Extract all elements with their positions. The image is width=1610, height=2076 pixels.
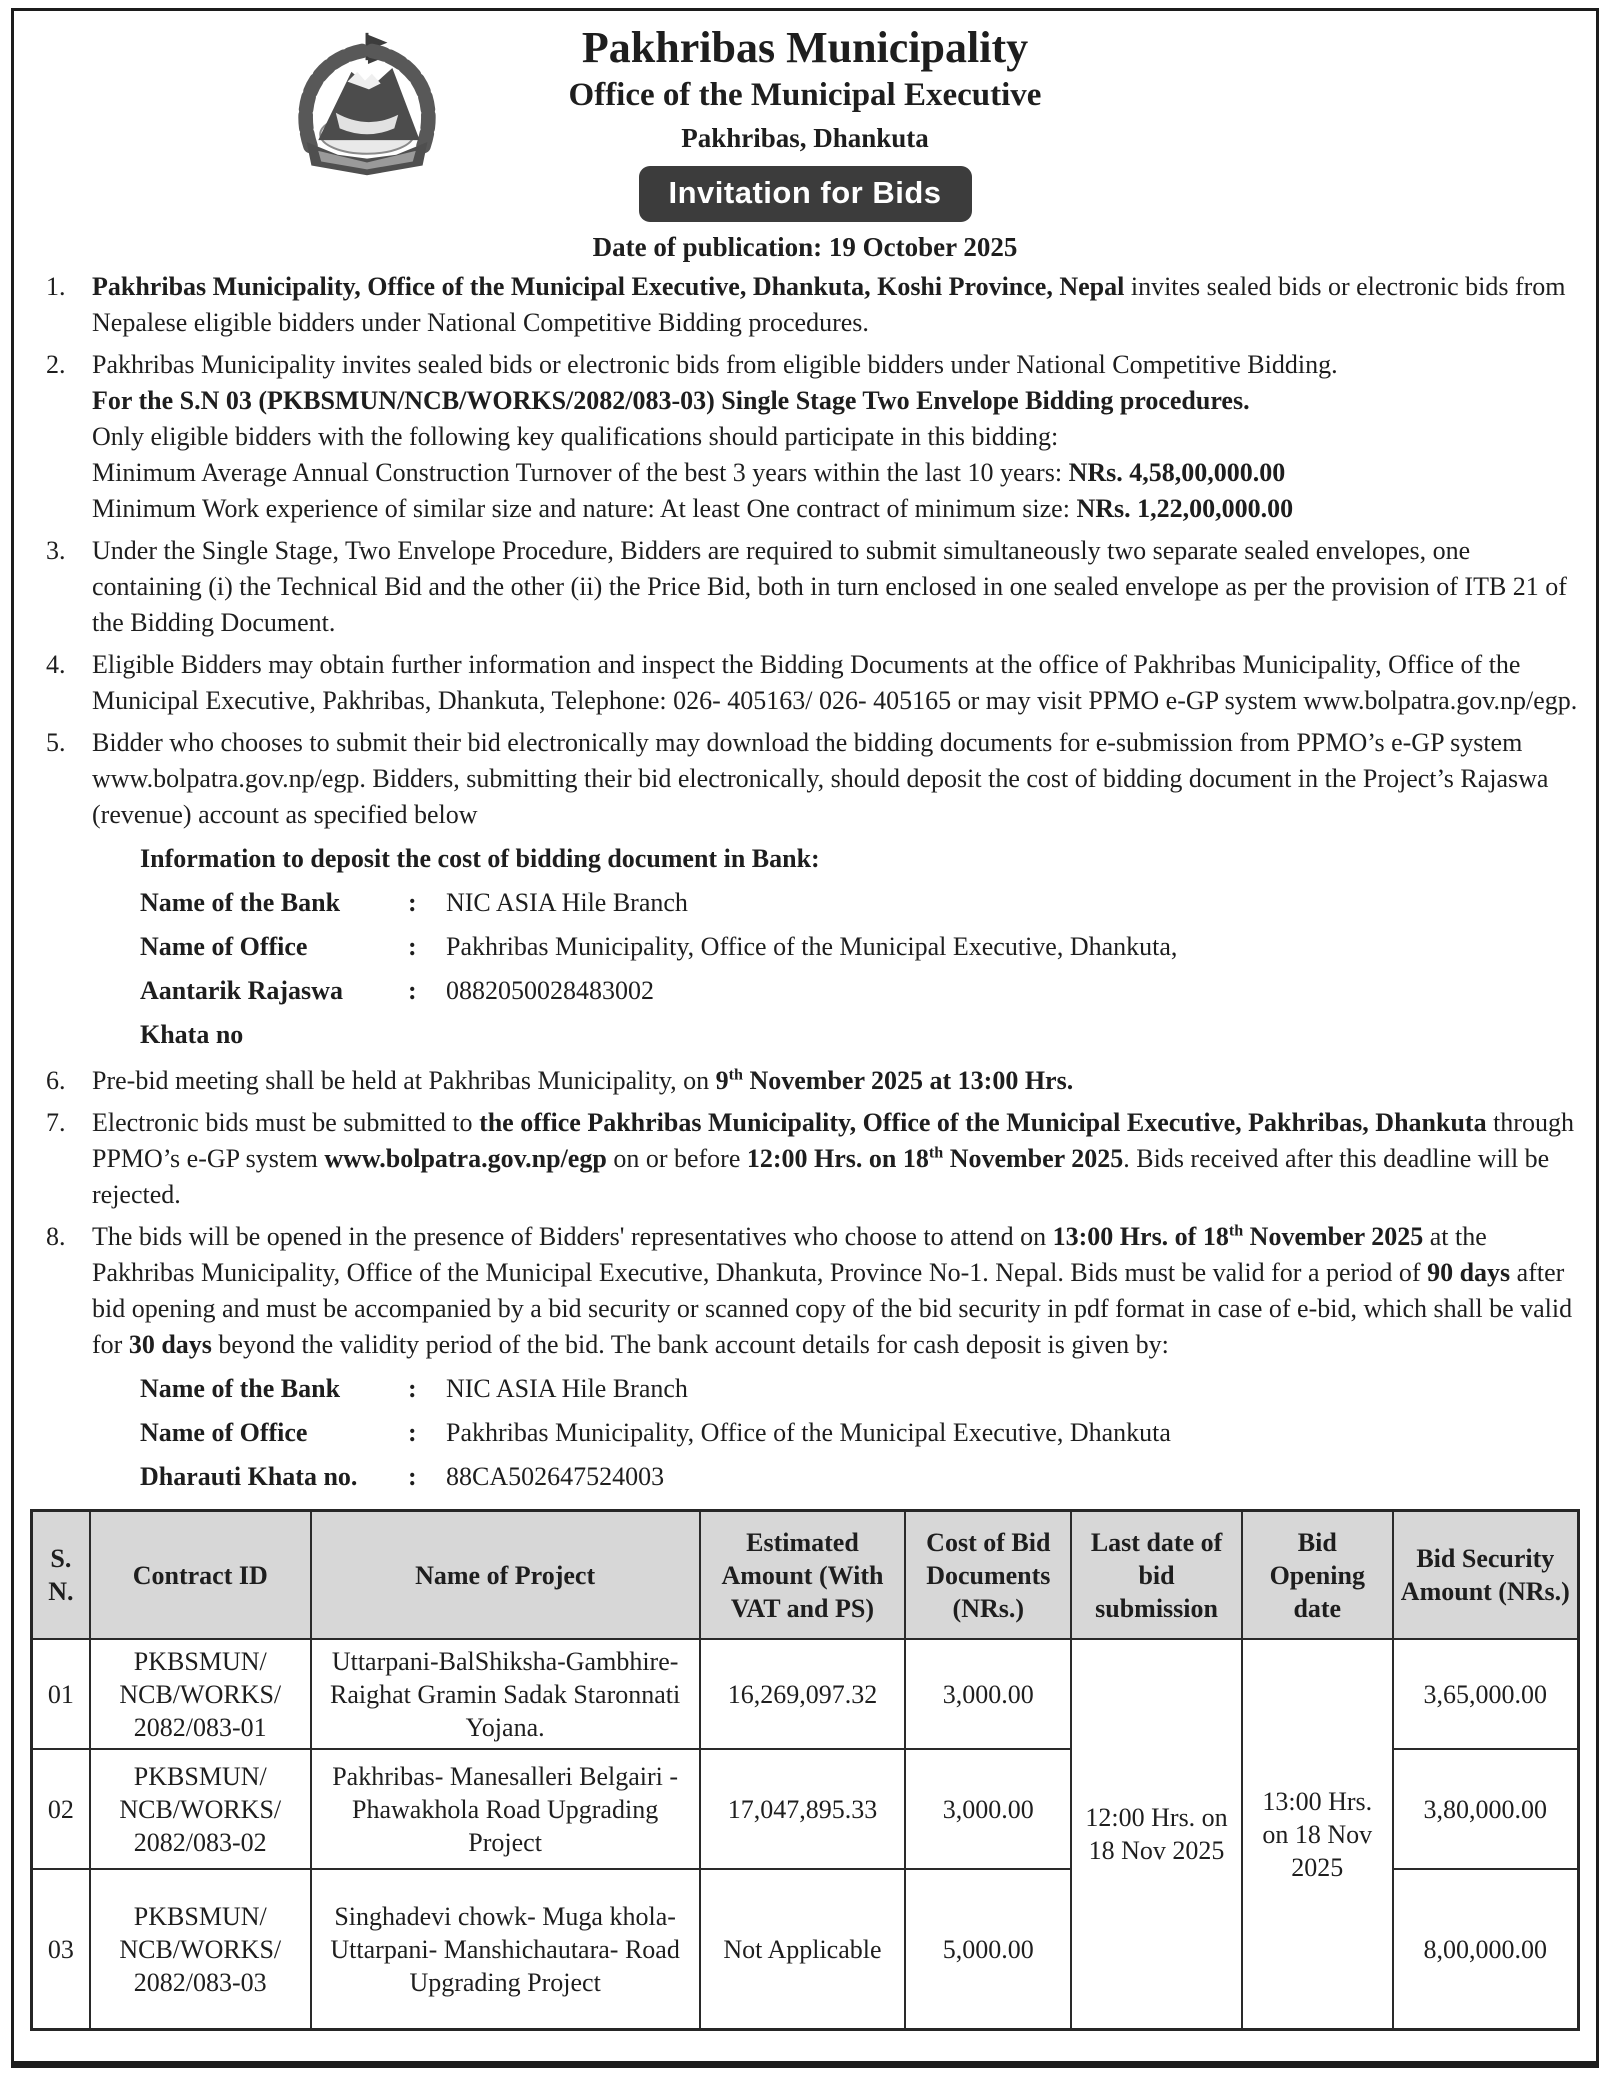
header-contract-id: Contract ID: [90, 1511, 311, 1640]
cell-bid-security: 3,65,000.00: [1393, 1639, 1579, 1749]
notice-paragraph: Electronic bids must be submitted to the office Pakhribas Municipality, Office of the Municipal Executive, Pakhribas, Dhankuta through PPMO’s e-GP system www.bolpatra.gov.np/egp on or before 12:00 Hrs. on 18th November 2025. Bids received after this deadline will be rejected.: [92, 1108, 1574, 1210]
bank-row-value: NIC ASIA Hile Branch: [446, 888, 688, 918]
cell-bid-security: 3,80,000.00: [1393, 1749, 1579, 1869]
cell-cost: 5,000.00: [905, 1869, 1071, 2030]
bank-row-colon: :: [408, 976, 417, 1006]
notice-text: [92, 269, 1580, 341]
bank-row-value: NIC ASIA Hile Branch: [446, 1374, 688, 1404]
bank-row-bank-name: [140, 881, 1580, 925]
cell-contract-id: PKBSMUN/ NCB/WORKS/ 2082/083-02: [90, 1749, 311, 1869]
notice-paragraph: Pakhribas Municipality invites sealed bids or electronic bids from eligible bidders under National Competitive Bidding.: [92, 350, 1338, 380]
document-header: [30, 23, 1580, 263]
bank-info-block-2: [140, 1367, 1580, 1499]
bank-row-label: Name of Office: [140, 932, 308, 962]
bank-row-value: 88CA502647524003: [446, 1462, 665, 1492]
notice-paragraph: Minimum Work experience of similar size and nature: At least One contract of minimum size: NRs. 1,22,00,000.00: [92, 494, 1294, 524]
badge-wrapper: [30, 166, 1580, 222]
location-line: Pakhribas, Dhankuta: [681, 122, 929, 153]
notice-paragraph: For the S.N 03 (PKBSMUN/NCB/WORKS/2082/083-03) Single Stage Two Envelope Bidding procedures.: [92, 386, 1250, 416]
bank-row-label: Name of Office: [140, 1418, 308, 1448]
bank-row-colon: :: [408, 932, 417, 962]
bank-row-colon: :: [408, 1374, 417, 1404]
bank-row-colon: :: [408, 888, 417, 918]
notice-text: [92, 1219, 1580, 1363]
invitation-for-bids-badge: Invitation for Bids: [639, 166, 972, 222]
bank-row-value: Pakhribas Municipality, Office of the Municipal Executive, Dhankuta: [446, 1418, 1171, 1448]
municipality-title: Pakhribas Municipality: [581, 23, 1029, 72]
notice-number: 3.: [46, 536, 66, 566]
cell-last-date-merged: 12:00 Hrs. on 18 Nov 2025: [1071, 1639, 1242, 2030]
header-project-name: Name of Project: [311, 1511, 700, 1640]
cell-estimated-amount: Not Applicable: [700, 1869, 906, 2030]
notice-item-5: [30, 725, 1580, 833]
cell-project-name: Pakhribas- Manesalleri Belgairi - Phawakhola Road Upgrading Project: [311, 1749, 700, 1869]
notice-number: 2.: [46, 350, 66, 380]
notice-number: 1.: [46, 272, 66, 302]
bank-row-account-number: [140, 1455, 1580, 1499]
cell-project-name: Singhadevi chowk- Muga khola- Uttarpani- Manshichautara- Road Upgrading Project: [311, 1869, 700, 2030]
cell-estimated-amount: 16,269,097.32: [700, 1639, 906, 1749]
cell-bid-security: 8,00,000.00: [1393, 1869, 1579, 2030]
notice-text: [92, 647, 1580, 719]
notice-paragraph: Under the Single Stage, Two Envelope Procedure, Bidders are required to submit simultaneously two separate sealed envelopes, one containing (i) the Technical Bid and the other (ii) the Price Bid, both in turn enclosed in one sealed envelope as per the provision of ITB 21 of the Bidding Document.: [92, 536, 1567, 638]
notice-paragraph: The bids will be opened in the presence of Bidders' representatives who choose to attend on 13:00 Hrs. of 18th November 2025 at the Pakhribas Municipality, Office of the Municipal Executive, Dhankuta, Province No-1. Nepal. Bids must be valid for a period of 90 days after bid opening and must be accompanied by a bid security or scanned copy of the bid security in pdf format in case of e-bid, which shall be valid for 30 days beyond the validity period of the bid. The bank account details for cash deposit is given by:: [92, 1222, 1573, 1360]
publication-date: Date of publication: 19 October 2025: [592, 232, 1018, 263]
bank-row-label: Aantarik Rajaswa Khata no: [140, 976, 343, 1050]
notice-paragraph: Only eligible bidders with the following key qualifications should participate in this bidding:: [92, 422, 1059, 452]
notice-number: 8.: [46, 1222, 66, 1252]
header-last-date: Last date of bid submission: [1071, 1511, 1242, 1640]
bank-row-colon: :: [408, 1462, 417, 1492]
notice-text: [92, 1105, 1580, 1213]
cell-contract-id: PKBSMUN/ NCB/WORKS/ 2082/083-01: [90, 1639, 311, 1749]
notice-text: [92, 725, 1580, 833]
nepal-municipal-emblem-icon: [278, 27, 456, 183]
page-border-frame: [11, 8, 1599, 2068]
notice-paragraph: Pre-bid meeting shall be held at Pakhribas Municipality, on 9th November 2025 at 13:00 Hrs.: [92, 1066, 1074, 1096]
notice-number: 6.: [46, 1066, 66, 1096]
bank-row-office-name: [140, 1411, 1580, 1455]
notice-item-6: [30, 1063, 1580, 1099]
notice-item-7: [30, 1105, 1580, 1213]
cell-sn: 02: [32, 1749, 90, 1869]
bank-row-value: Pakhribas Municipality, Office of the Municipal Executive, Dhankuta,: [446, 932, 1178, 962]
bank-row-account-number: [140, 969, 1580, 1057]
bank-row-label: Dharauti Khata no.: [140, 1462, 358, 1492]
header-cost-of-bid-documents: Cost of Bid Documents (NRs.): [905, 1511, 1071, 1640]
table-header-row: [32, 1511, 1579, 1640]
notice-item-1: [30, 269, 1580, 341]
bids-table: [30, 1509, 1580, 2031]
cell-sn: 01: [32, 1639, 90, 1749]
cell-cost: 3,000.00: [905, 1749, 1071, 1869]
bank-row-colon: :: [408, 1418, 417, 1448]
notice-number: 5.: [46, 728, 66, 758]
header-bid-security: Bid Security Amount (NRs.): [1393, 1511, 1579, 1640]
notice-text: [92, 533, 1580, 641]
notice-list: [30, 269, 1580, 1499]
notice-paragraph: Bidder who chooses to submit their bid electronically may download the bidding documents for e-submission from PPMO’s e-GP system www.bolpatra.gov.np/egp. Bidders, submitting their bid electronically, should deposit the cost of bidding document in the Project’s Rajaswa (revenue) account as specified below: [92, 728, 1549, 830]
bank-row-label: Name of the Bank: [140, 1374, 341, 1404]
office-subtitle: Office of the Municipal Executive: [568, 77, 1042, 114]
cell-sn: 03: [32, 1869, 90, 2030]
cell-cost: 3,000.00: [905, 1639, 1071, 1749]
notice-number: 4.: [46, 650, 66, 680]
cell-estimated-amount: 17,047,895.33: [700, 1749, 906, 1869]
notice-item-3: [30, 533, 1580, 641]
notice-text: [92, 1063, 1580, 1099]
bank-info-title: Information to deposit the cost of bidding document in Bank:: [140, 844, 820, 874]
notice-paragraph: Pakhribas Municipality, Office of the Municipal Executive, Dhankuta, Koshi Province, Nepal invites sealed bids or electronic bids from Nepalese eligible bidders under National Competitive Bidding procedures.: [92, 272, 1566, 338]
header-estimated-amount: Estimated Amount (With VAT and PS): [700, 1511, 906, 1640]
notice-item-8: [30, 1219, 1580, 1363]
bank-row-bank-name: [140, 1367, 1580, 1411]
notice-text: [92, 347, 1580, 527]
table-row: [32, 1639, 1579, 1749]
header-bid-opening-date: Bid Opening date: [1242, 1511, 1393, 1640]
bank-row-office-name: [140, 925, 1580, 969]
cell-project-name: Uttarpani-BalShiksha-Gambhire-Raighat Gramin Sadak Staronnati Yojana.: [311, 1639, 700, 1749]
notice-paragraph: Minimum Average Annual Construction Turnover of the best 3 years within the last 10 years: NRs. 4,58,00,000.00: [92, 458, 1286, 488]
cell-bid-opening-merged: 13:00 Hrs. on 18 Nov 2025: [1242, 1639, 1393, 2030]
notice-item-4: [30, 647, 1580, 719]
cell-contract-id: PKBSMUN/ NCB/WORKS/ 2082/083-03: [90, 1869, 311, 2030]
header-sn: S. N.: [32, 1511, 90, 1640]
bank-row-label: Name of the Bank: [140, 888, 341, 918]
notice-item-2: [30, 347, 1580, 527]
bank-row-value: 0882050028483002: [446, 976, 654, 1006]
notice-number: 7.: [46, 1108, 66, 1138]
notice-paragraph: Eligible Bidders may obtain further information and inspect the Bidding Documents at the office of Pakhribas Municipality, Office of the Municipal Executive, Pakhribas, Dhankuta, Telephone: 026- 405163/ 026- 405165 or may visit PPMO e-GP system www.bolpatra.gov.np/egp.: [92, 650, 1578, 716]
bank-info-block-1: [140, 837, 1580, 1057]
